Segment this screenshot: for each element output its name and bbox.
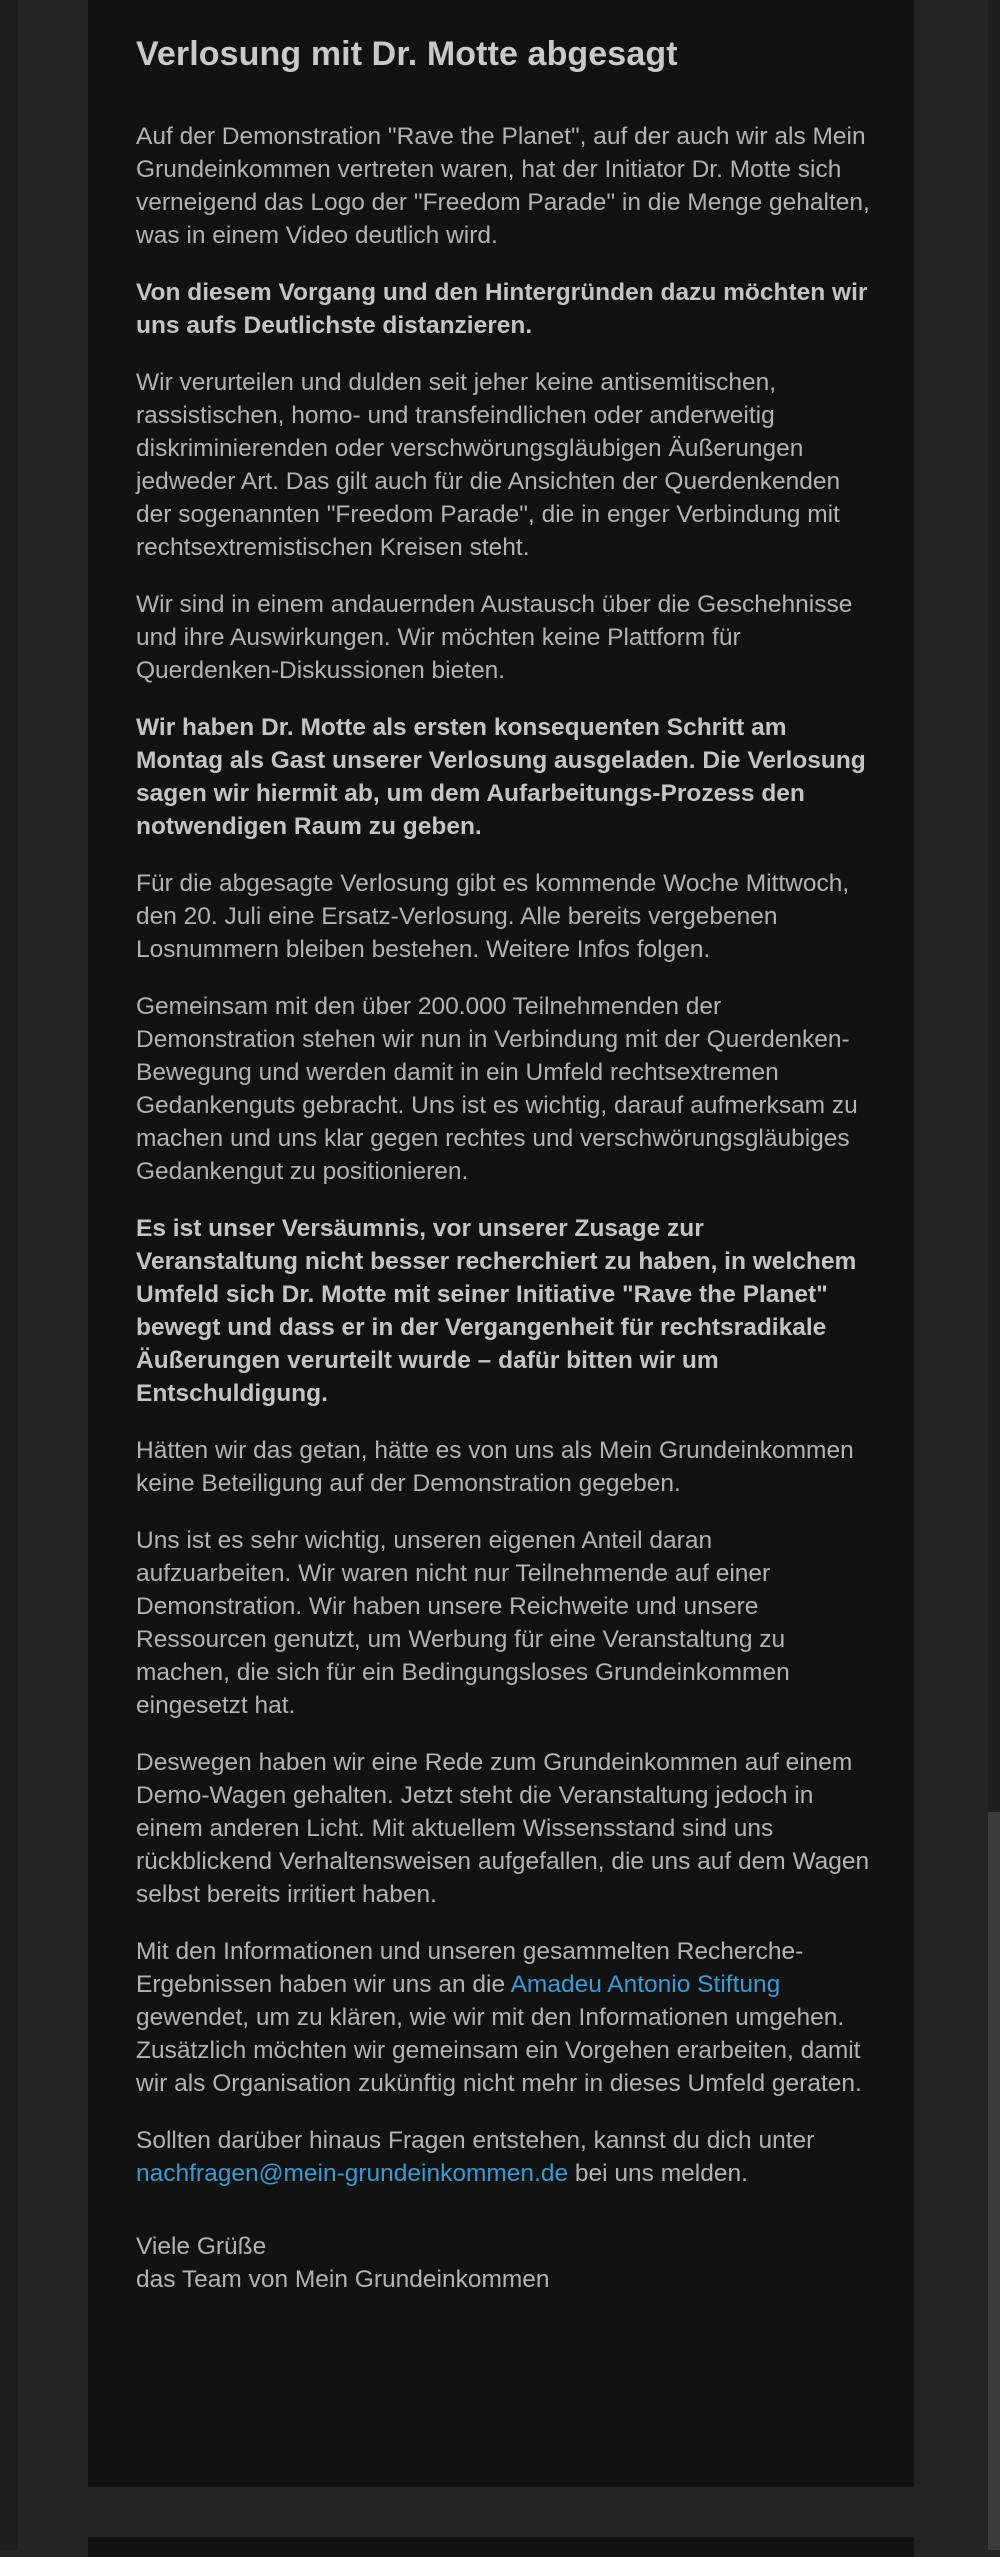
amadeu-antonio-stiftung-link[interactable]: Amadeu Antonio Stiftung [510, 1971, 781, 1998]
paragraph-positioning: Gemeinsam mit den über 200.000 Teilnehmenden der Demonstration stehen wir nun in Verbindung mit der Querdenken-Bewegung und werden damit in ein Umfeld rechtsextremen Gedankenguts gebracht. Uns ist es wichtig, darauf aufmerksam zu machen und uns klar gegen rechtes und verschwörungsgläubiges Gedankengut zu positionieren. [136, 993, 858, 1185]
paragraph-contact-text-after: bei uns melden. [568, 2160, 748, 2187]
paragraph-apology: Es ist unser Versäumnis, vor unserer Zusage zur Veranstaltung nicht besser recherchiert zu haben, in welchem Umfeld sich Dr. Motte mit seiner Initiative "Rave the Planet" bewegt und dass er in der Vergangenheit für rechtsradikale Äußerungen verurteilt wurde – dafür bitten wir um Entschuldigung. [136, 1215, 857, 1407]
article-content [136, 32, 872, 2296]
left-edge-strip [0, 0, 18, 2550]
paragraph-distance-statement: Von diesem Vorgang und den Hintergründen dazu möchten wir uns aufs Deutlichste distanzieren. [136, 279, 868, 339]
article-title: Verlosung mit Dr. Motte abgesagt [136, 35, 678, 73]
greeting: Viele Grüße [136, 2233, 267, 2260]
scrollbar-thumb[interactable] [988, 1812, 1000, 2550]
paragraph-foundation [136, 1935, 872, 2100]
paragraph-intro: Auf der Demonstration "Rave the Planet", auf der auch wir als Mein Grundeinkommen vertreten waren, hat der Initiator Dr. Motte sich verneigend das Logo der "Freedom Parade" in die Menge gehalten, was in einem Video deutlich wird. [136, 123, 870, 249]
paragraph-exchange: Wir sind in einem andauernden Austausch über die Geschehnisse und ihre Auswirkungen. Wir möchten keine Plattform für Querdenken-Diskussionen bieten. [136, 591, 853, 684]
paragraph-cancellation: Wir haben Dr. Motte als ersten konsequenten Schritt am Montag als Gast unserer Verlosung ausgeladen. Die Verlosung sagen wir hiermit ab, um dem Aufarbeitungs-Prozess den notwendigen Raum zu geben. [136, 714, 866, 840]
paragraph-no-participation: Hätten wir das getan, hätte es von uns als Mein Grundeinkommen keine Beteiligung auf der Demonstration gegeben. [136, 1437, 854, 1497]
paragraph-contact [136, 2124, 872, 2190]
article-card [88, 0, 914, 2487]
next-card-edge [88, 2537, 914, 2557]
paragraph-contact-text-before: Sollten darüber hinaus Fragen entstehen, kannst du dich unter [136, 2127, 815, 2154]
paragraph-speech: Deswegen haben wir eine Rede zum Grundeinkommen auf einem Demo-Wagen gehalten. Jetzt steht die Veranstaltung jedoch in einem anderen Licht. Mit aktuellem Wissensstand sind uns rückblickend Verhaltensweisen aufgefallen, die uns auf dem Wagen selbst bereits irritiert haben. [136, 1749, 870, 1908]
contact-email-link[interactable]: nachfragen@mein-grundeinkommen.de [136, 2160, 569, 2187]
sign-off [136, 2230, 872, 2296]
paragraph-own-share: Uns ist es sehr wichtig, unseren eigenen Anteil daran aufzuarbeiten. Wir waren nicht nur Teilnehmende auf einer Demonstration. Wir haben unsere Reichweite und unsere Ressourcen genutzt, um Werbung für eine Veranstaltung zu machen, die sich für ein Bedingungsloses Grundeinkommen eingesetzt hat. [136, 1527, 790, 1719]
paragraph-replacement-draw: Für die abgesagte Verlosung gibt es kommende Woche Mittwoch, den 20. Juli eine Ersatz-Verlosung. Alle bereits vergebenen Losnummern bleiben bestehen. Weitere Infos folgen. [136, 870, 850, 963]
paragraph-foundation-text-before: Mit den Informationen und unseren gesammelten Recherche-Ergebnissen haben wir uns an die [136, 1938, 804, 1998]
signature: das Team von Mein Grundeinkommen [136, 2266, 550, 2293]
paragraph-foundation-text-after: gewendet, um zu klären, wie wir mit den Informationen umgehen. Zusätzlich möchten wir gemeinsam ein Vorgehen erarbeiten, damit wir als Organisation zukünftig nicht mehr in dieses Umfeld geraten. [136, 2004, 862, 2097]
paragraph-condemnation: Wir verurteilen und dulden seit jeher keine antisemitischen, rassistischen, homo- und transfeindlichen oder anderweitig diskriminierenden oder verschwörungsgläubigen Äußerungen jedweder Art. Das gilt auch für die Ansichten der Querdenkenden der sogenannten "Freedom Parade", die in enger Verbindung mit rechtsextremistischen Kreisen steht. [136, 369, 841, 561]
